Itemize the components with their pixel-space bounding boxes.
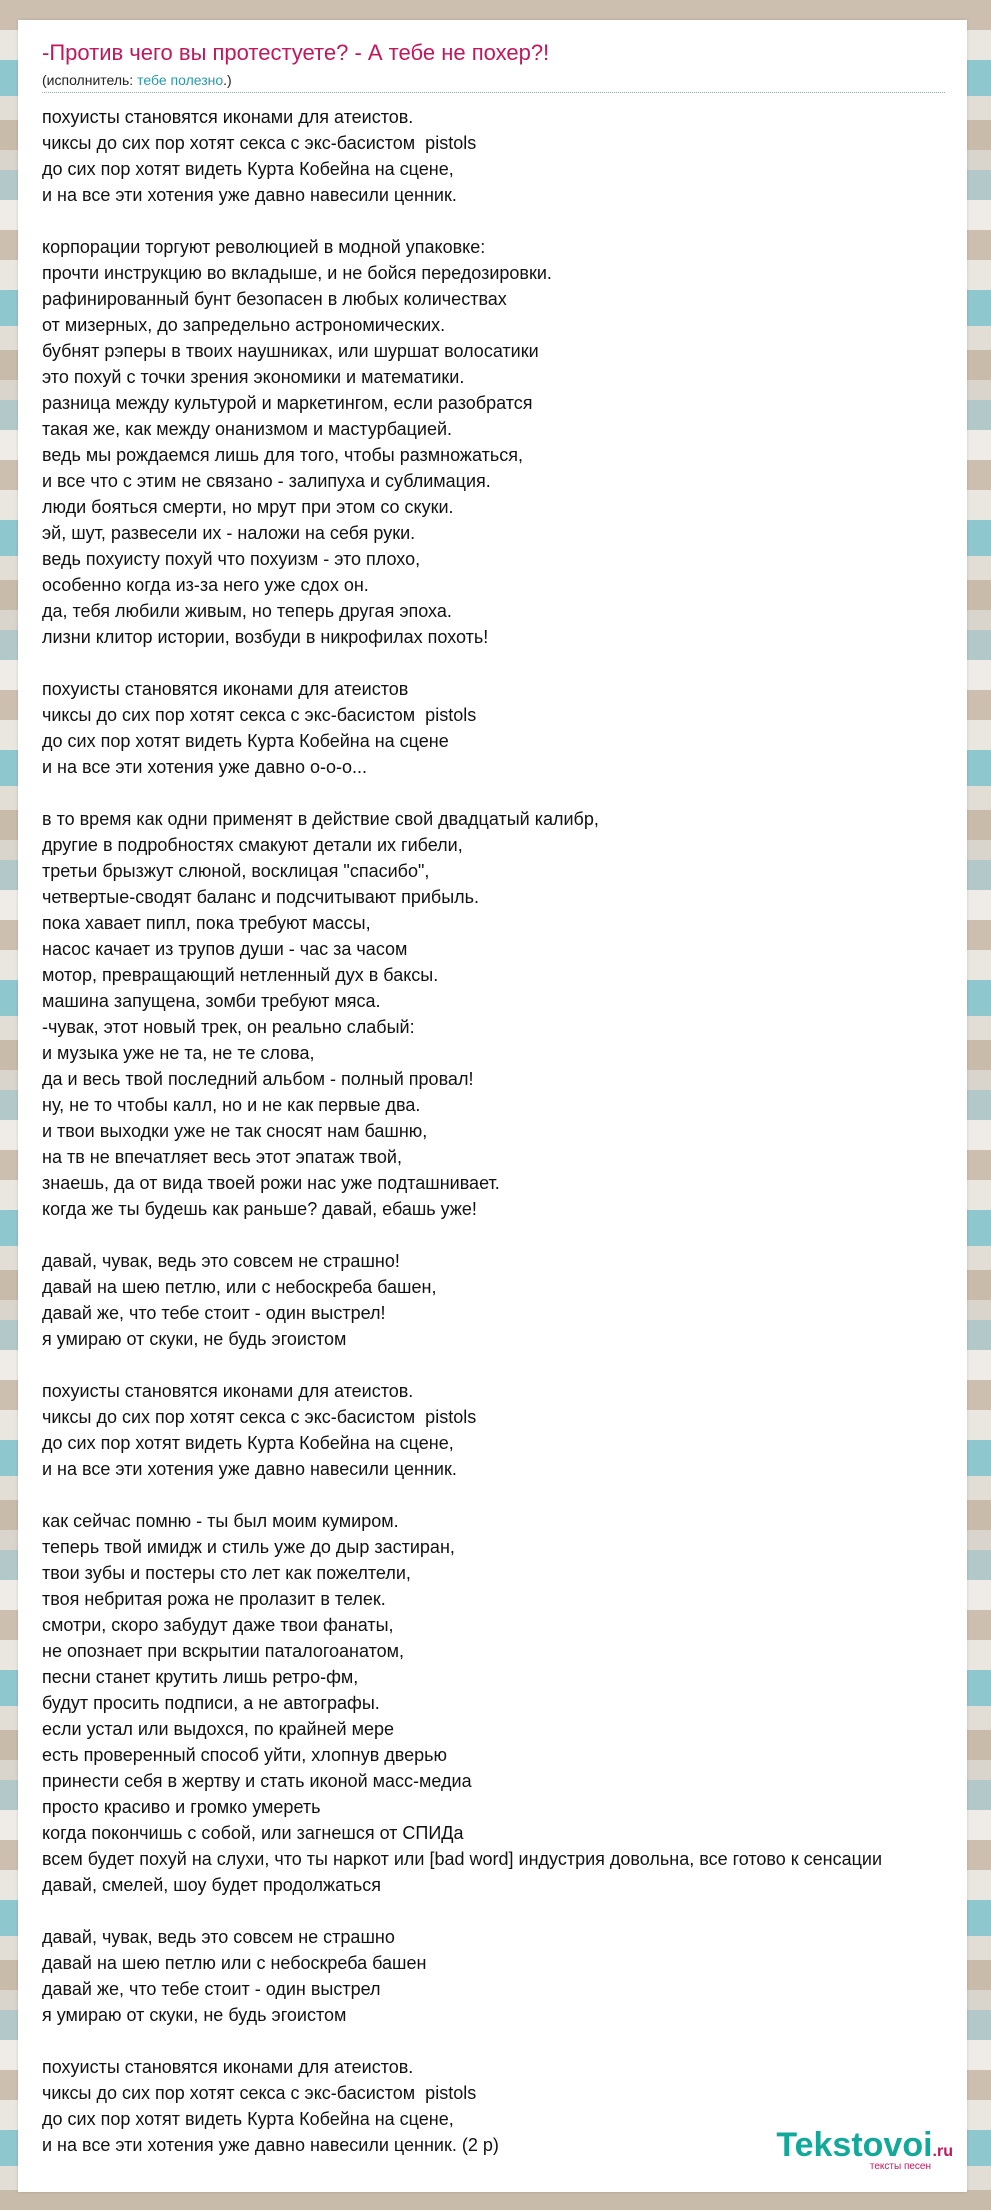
watermark-domain: .ru bbox=[932, 2143, 953, 2160]
performer-prefix: (исполнитель: bbox=[42, 72, 138, 88]
performer-suffix: .) bbox=[223, 72, 232, 88]
site-watermark bbox=[776, 2126, 953, 2172]
watermark-tagline: тексты песен bbox=[869, 2161, 931, 2172]
song-title: -Против чего вы протестуете? - А тебе не похер?! bbox=[42, 40, 550, 65]
title-separator bbox=[42, 92, 945, 93]
watermark-brand: Tekstovoi bbox=[776, 2126, 933, 2164]
lyrics-text: похуисты становятся иконами для атеистов. чиксы до сих пор хотят секса с экс-басистом pistols до сих пор хотят видеть Курта Кобейна на сцене, и на все эти хотения уже давно навесили ценник. корпорации торгуют революцией в модной упаковке: прочти инструкцию во вкладыше, и не бойся передозировки. рафинированный бунт безопасен в любых количествах от мизерных, до запредельно астрономических. бубнят рэперы в твоих наушниках, или шуршат волосатики это похуй с точки зрения экономики и математики. разница между культурой и маркетингом, если разобратся такая же, как между онанизмом и мастурбацией. ведь мы рождаемся лишь для того, чтобы размножаться, и все что с этим не связано - залипуха и сублимация. люди бояться смерти, но мрут при этом со скуки. эй, шут, развесели их - наложи на себя руки. ведь похуисту похуй что похуизм - это плохо, особенно когда из-за него уже сдох он. да, тебя любили живым, но теперь другая эпоха. лизни клитор истории, возбуди в никрофилах похоть! похуисты становятся иконами для атеистов чиксы до сих пор хотят секса с экс-басистом pistols до сих пор хотят видеть Курта Кобейна на сцене и на все эти хотения уже давно о-о-о... в то время как одни применят в действие свой двадцатый калибр, другие в подробностях смакуют детали их гибели, третьи брызжут слюной, восклицая "спасибо", четвертые-сводят баланс и подсчитывают прибыль. пока хавает пипл, пока требуют массы, насос качает из трупов души - час за часом мотор, превращающий нетленный дух в баксы. машина запущена, зомби требуют мяса. -чувак, этот новый трек, он реально слабый: и музыка уже не та, не те слова, да и весь твой последний альбом - полный провал! ну, не то чтобы калл, но и не как первые два. и твои выходки уже не так сносят нам башню, на тв не впечатляет весь этот эпатаж твой, знаешь, да от вида твоей рожи нас уже подташнивает. когда же ты будешь как раньше? давай, ебашь уже! давай, чувак, ведь это совсем не страшно! давай на шею петлю, или с небоскреба башен, давай же, что тебе стоит - один выстрел! я умираю от скуки, не будь эгоистом похуисты становятся иконами для атеистов. чиксы до сих пор хотят секса с экс-басистом pistols до сих пор хотят видеть Курта Кобейна на сцене, и на все эти хотения уже давно навесили ценник. как сейчас помню - ты был моим кумиром. теперь твой имидж и стиль уже до дыр застиран, твои зубы и постеры сто лет как пожелтели, твоя небритая рожа не пролазит в телек. смотри, скоро забудут даже твои фанаты, не опознает при вскрытии паталогоанатом, песни станет крутить лишь ретро-фм, будут просить подписи, а не автографы. если устал или выдохся, по крайней мере есть проверенный способ уйти, хлопнув дверью принести себя в жертву и стать иконой масс-медиа просто красиво и громко умереть когда покончишь с собой, или загнешся от СПИДа всем будет похуй на слухи, что ты наркот или [bad word] индустрия довольна, все готово к сенсации давай, смелей, шоу будет продолжаться давай, чувак, ведь это совсем не страшно давай на шею петлю или с небоскреба башен давай же, что тебе стоит - один выстрел я умираю от скуки, не будь эгоистом похуисты становятся иконами для атеистов. чиксы до сих пор хотят секса с экс-басистом pistols до сих пор хотят видеть Курта Кобейна на сцене, и на все эти хотения уже давно навесили ценник. (2 р) bbox=[42, 107, 883, 2155]
lyrics-panel bbox=[18, 20, 967, 2192]
watermark-logo bbox=[776, 2126, 953, 2165]
performer-line bbox=[42, 72, 232, 88]
performer-link[interactable]: тебе полезно bbox=[137, 72, 224, 88]
